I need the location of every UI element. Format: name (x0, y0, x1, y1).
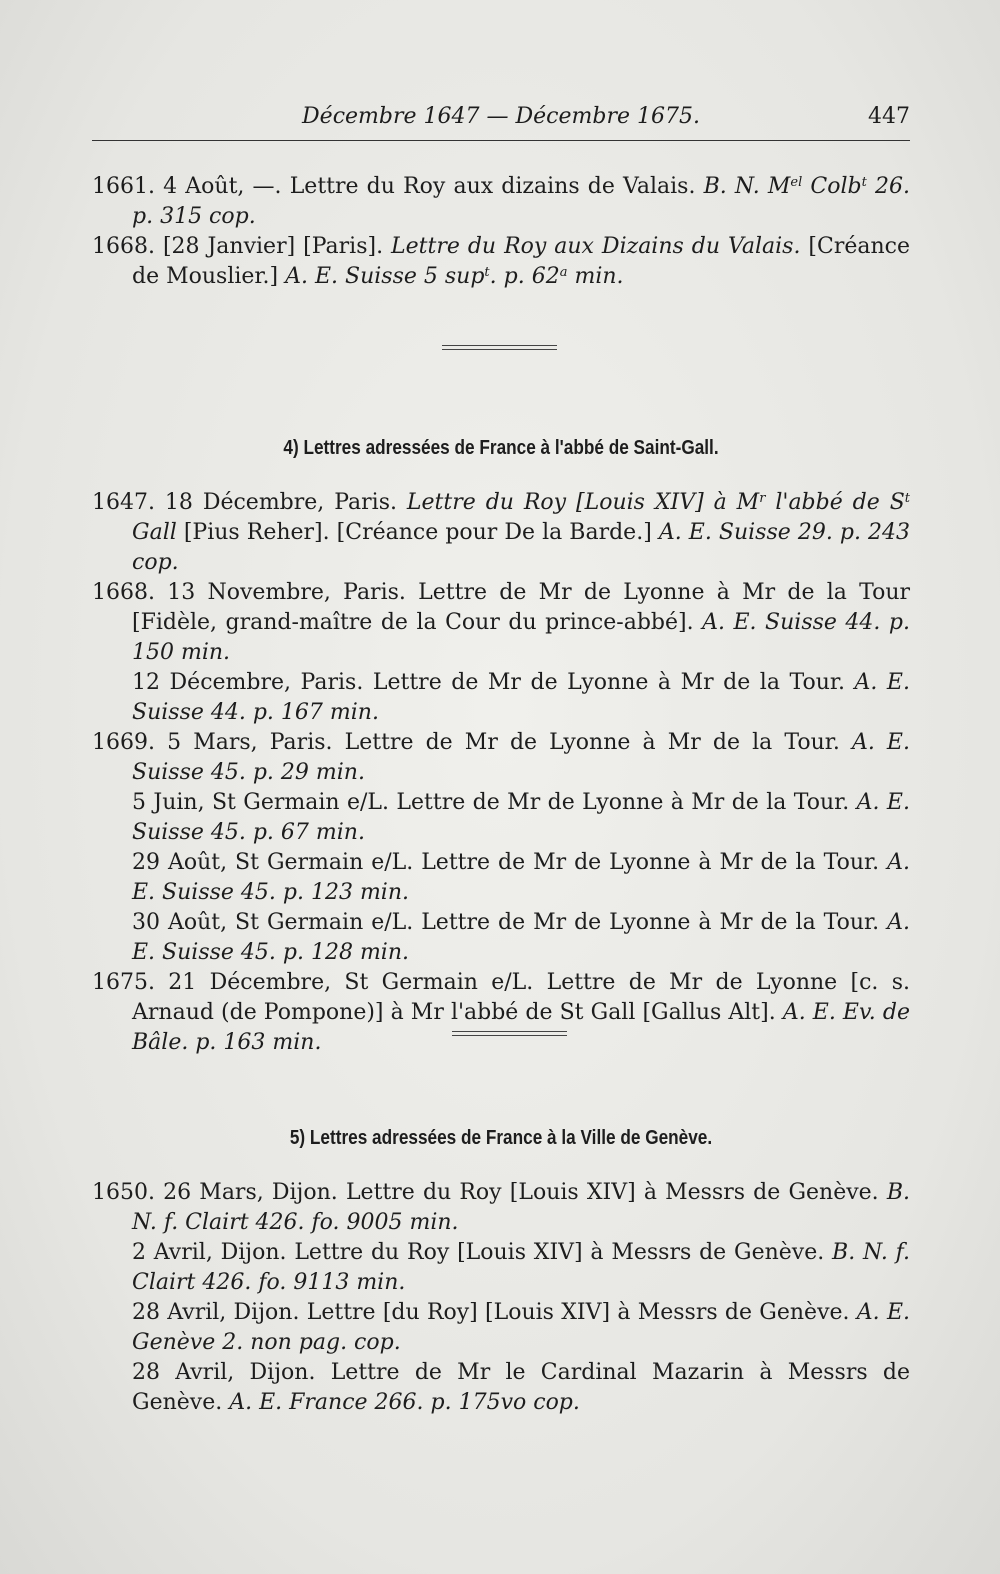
list-item: 28 Avril, Dijon. Lettre [du Roy] [Louis XIV] à Messrs de Genève. A. E. Genève 2. non pag. cop. (132, 1300, 911, 1355)
list-item: 2 Avril, Dijon. Lettre du Roy [Louis XIV] à Messrs de Genève. B. N. f. Clairt 426. fo. 9113 min. (132, 1240, 910, 1295)
list-item: 29 Août, St Germain e/L. Lettre de Mr de Lyonne à Mr de la Tour. A. E. Suisse 45. p. 123 min. (132, 850, 910, 905)
section-divider (452, 1031, 567, 1036)
list-item: 12 Décembre, Paris. Lettre de Mr de Lyonne à Mr de la Tour. A. E. Suisse 44. p. 167 min. (132, 670, 910, 725)
geneve-entries (92, 1178, 910, 1418)
section-heading-saint-gall: 4) Lettres adressées de France à l'abbé de Saint-Gall. (283, 437, 719, 459)
list-item: 1675. 21 Décembre, St Germain e/L. Lettre de Mr de Lyonne [c. s. Arnaud (de Pompone)] à Mr l'abbé de St Gall [Gallus Alt]. A. E. Ev. de Bâle. p. 163 min. (92, 970, 910, 1055)
section-divider (442, 345, 557, 350)
list-item: 5 Juin, St Germain e/L. Lettre de Mr de Lyonne à Mr de la Tour. A. E. Suisse 45. p. 67 min. (132, 790, 910, 845)
list-item: 28 Avril, Dijon. Lettre de Mr le Cardinal Mazarin à Messrs de Genève. A. E. France 266. p. 175vo cop. (132, 1360, 910, 1415)
page-number: 447 (868, 104, 910, 129)
section-heading-geneve: 5) Lettres adressées de France à la Ville de Genève. (289, 1127, 713, 1149)
list-item: 30 Août, St Germain e/L. Lettre de Mr de Lyonne à Mr de la Tour. A. E. Suisse 45. p. 128 min. (132, 910, 910, 965)
running-header (92, 104, 910, 136)
list-item: 1650. 26 Mars, Dijon. Lettre du Roy [Louis XIV] à Messrs de Genève. B. N. f. Clairt 426. fo. 9005 min. (92, 1180, 910, 1235)
list-item: 1661. 4 Août, —. Lettre du Roy aux dizains de Valais. B. N. $M^{el}$ Colb$^t$ 26. p. 315 cop. (92, 174, 910, 229)
valais-entries (92, 172, 910, 292)
header-rule (92, 140, 910, 141)
running-title: Décembre 1647 — Décembre 1675. (302, 104, 700, 129)
list-item: 1669. 5 Mars, Paris. Lettre de Mr de Lyonne à Mr de la Tour. A. E. Suisse 45. p. 29 min. (92, 730, 910, 785)
list-item: 1647. 18 Décembre, Paris. Lettre du Roy [Louis XIV] à $M^r$ l'abbé de $S^t$ Gall [Pius Reher]. [Créance pour De la Barde.] A. E. Suisse 29. p. 243 cop. (92, 490, 911, 575)
list-item: 1668. 13 Novembre, Paris. Lettre de Mr de Lyonne à Mr de la Tour [Fidèle, grand-maître de la Cour du prince-abbé]. A. E. Suisse 44. p. 150 min. (92, 580, 911, 665)
list-item: 1668. [28 Janvier] [Paris]. Lettre du Roy aux Dizains du Valais. [Créance de Mouslier.] A. E. Suisse 5 sup$^t$. p. 62$^a$ min. (92, 234, 910, 289)
saint-gall-entries (92, 488, 910, 1058)
